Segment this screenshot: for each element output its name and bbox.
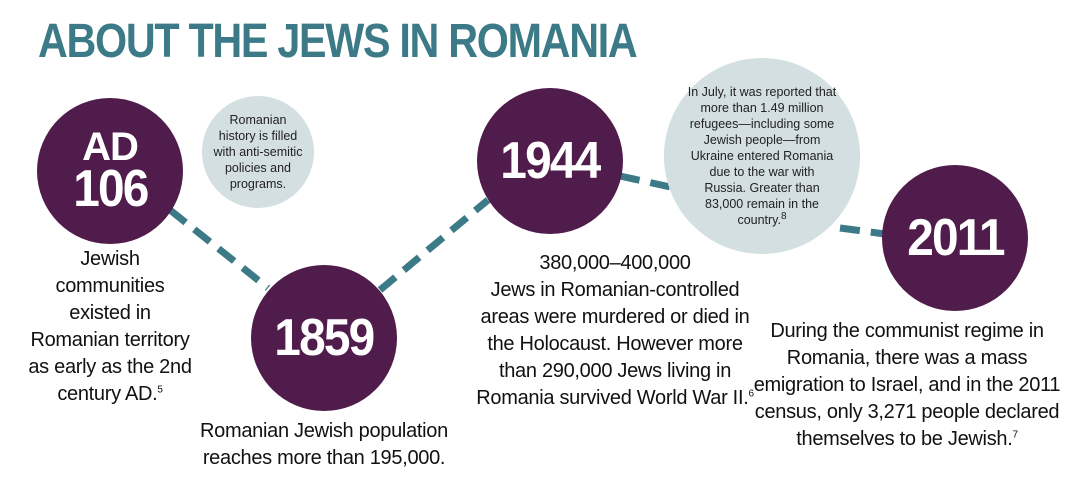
footnote-marker: 6 (748, 388, 754, 400)
connector-callout-2011 (840, 228, 885, 234)
milestone-circle-ad106 (37, 98, 183, 244)
milestone-year: 1859 (274, 309, 374, 367)
callout-text: In July, it was reported that more than 1.49 million refugees—including some Jewish people—from Ukraine entered Romania due to the war with Russia. Greater than 83,000 remain in the country. (687, 85, 837, 227)
footnote-marker: 5 (157, 384, 163, 396)
milestone-year: 2011 (906, 209, 1004, 267)
caption-highlight: 380,000–400,000 (539, 252, 691, 274)
caption-1944 (476, 250, 754, 412)
milestone-circle-1859 (251, 265, 397, 411)
milestone-prefix: AD (82, 125, 138, 169)
milestone-circle-2011 (882, 165, 1028, 311)
connector-1859-1944 (380, 200, 488, 290)
caption-ad106 (28, 246, 192, 408)
caption-text: Jews in Romanian-controlled areas were murdered or died in the Holocaust. However more than 290,000 Jews living in Romania survived World War II. (476, 279, 750, 409)
callout-bubble-refugees (664, 58, 860, 254)
caption-text: Jewish communities existed in Romanian territory as early as the 2nd century AD. (28, 248, 192, 405)
caption-1859 (196, 418, 452, 472)
caption-2011 (752, 318, 1062, 453)
page-title: ABOUT THE JEWS IN ROMANIA (38, 15, 637, 68)
callout-bubble-history (202, 96, 314, 208)
milestone-circle-1944 (477, 88, 623, 234)
caption-text: Romanian Jewish population reaches more than 195,000. (200, 420, 448, 469)
milestone-year: 1944 (500, 132, 600, 190)
caption-text: During the communist regime in Romania, there was a mass emigration to Israel, and in the 2011 census, only 3,271 people declared themselves to be Jewish. (753, 320, 1061, 450)
footnote-marker: 7 (1012, 429, 1018, 441)
milestone-year: 106 (72, 160, 148, 218)
footnote-marker: 8 (780, 210, 787, 222)
callout-text: Romanian history is filled with anti-semitic policies and programs. (213, 113, 303, 191)
